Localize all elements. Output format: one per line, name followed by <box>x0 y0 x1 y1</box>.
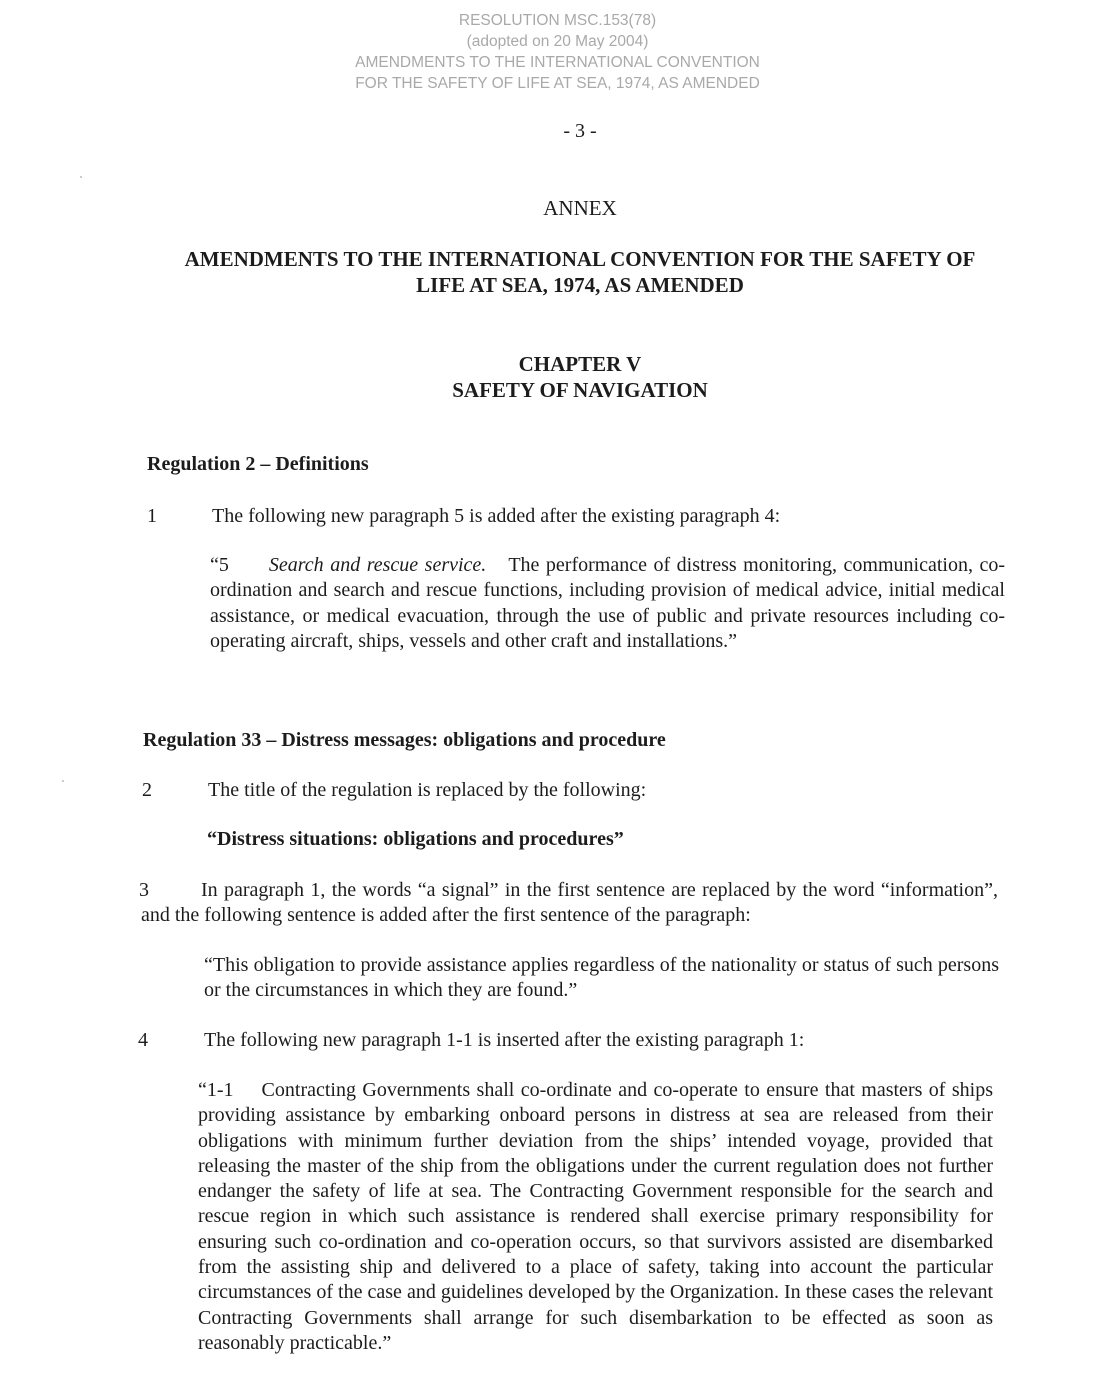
chapter-number: CHAPTER V <box>518 352 642 376</box>
quote-paragraph-5 <box>210 553 1005 654</box>
quote-1-1-body: Contracting Governments shall co-ordinate and co-operate to ensure that masters of ships providing assistance by embarking onboard persons in distress at sea are released from their obligations with minimum further deviation from the ships’ intended voyage, provided that releasing the master of the ship from the obligations under the current regulation does not further endanger the safety of life at sea. The Contracting Government responsible for the search and rescue region in which such assistance is rendered shall exercise primary responsibility for ensuring such co-ordination and co-operation occurs, so that survivors assisted are disembarked from the assisting ship and delivered to a place of safety, taking into account the particular circumstances of the case and guidelines developed by the Organization. In these cases the relevant Contracting Governments shall arrange for such disembarkation to be effected as soon as reasonably practicable.” <box>198 1079 993 1354</box>
quote-5-body: The performance of distress monitoring, communication, co-ordination and search and rescue functions, including provision of medical advice, initial medical assistance, or medical evacuation, through the use of public and private resources including co-operating aircraft, ships, vessels and other craft and installations.” <box>210 554 1006 652</box>
scan-speck <box>80 176 82 178</box>
chapter-name: SAFETY OF NAVIGATION <box>452 378 708 402</box>
item-1-text: The following new paragraph 5 is added after the existing paragraph 4: <box>212 505 781 527</box>
quote-paragraph-1-1 <box>198 1078 993 1356</box>
item-3-paragraph <box>141 878 998 929</box>
running-header <box>0 10 1115 94</box>
item-3-text: In paragraph 1, the words “a signal” in the first sentence are replaced by the word “information”, and the following sentence is added after the first sentence of the paragraph: <box>141 879 998 927</box>
item-number-1: 1 <box>147 505 157 527</box>
header-convention-line: FOR THE SAFETY OF LIFE AT SEA, 1974, AS AMENDED <box>355 75 760 92</box>
item-4-text: The following new paragraph 1-1 is inserted after the existing paragraph 1: <box>204 1029 805 1051</box>
quote-1-1-lead: “1-1 <box>198 1079 234 1101</box>
document-title: AMENDMENTS TO THE INTERNATIONAL CONVENTION FOR THE SAFETY OF LIFE AT SEA, 1974, AS AMENDED <box>184 247 976 297</box>
regulation-33-heading: Regulation 33 – Distress messages: obligations and procedure <box>143 729 666 751</box>
header-adopted-date: (adopted on 20 May 2004) <box>466 33 649 50</box>
item-number-2: 2 <box>142 779 152 801</box>
scan-speck <box>62 780 64 782</box>
header-resolution: RESOLUTION MSC.153(78) <box>458 12 657 29</box>
item-2-text: The title of the regulation is replaced by the following: <box>208 779 647 801</box>
quote-5-term: Search and rescue service. <box>268 554 487 576</box>
new-regulation-title: “Distress situations: obligations and procedures” <box>207 828 624 850</box>
page-number: - 3 - <box>563 120 597 142</box>
annex-heading: ANNEX <box>543 196 617 220</box>
item-number-3: 3 <box>139 879 149 901</box>
regulation-2-heading: Regulation 2 – Definitions <box>147 453 369 475</box>
item-number-4: 4 <box>138 1029 148 1051</box>
quote-item-3: “This obligation to provide assistance applies regardless of the nationality or status of such persons or the circumstances in which they are found.” <box>204 954 999 1002</box>
chapter-heading <box>0 351 1115 403</box>
header-amendments-line: AMENDMENTS TO THE INTERNATIONAL CONVENTION <box>355 54 760 71</box>
quote-5-lead: “5 <box>210 554 229 576</box>
